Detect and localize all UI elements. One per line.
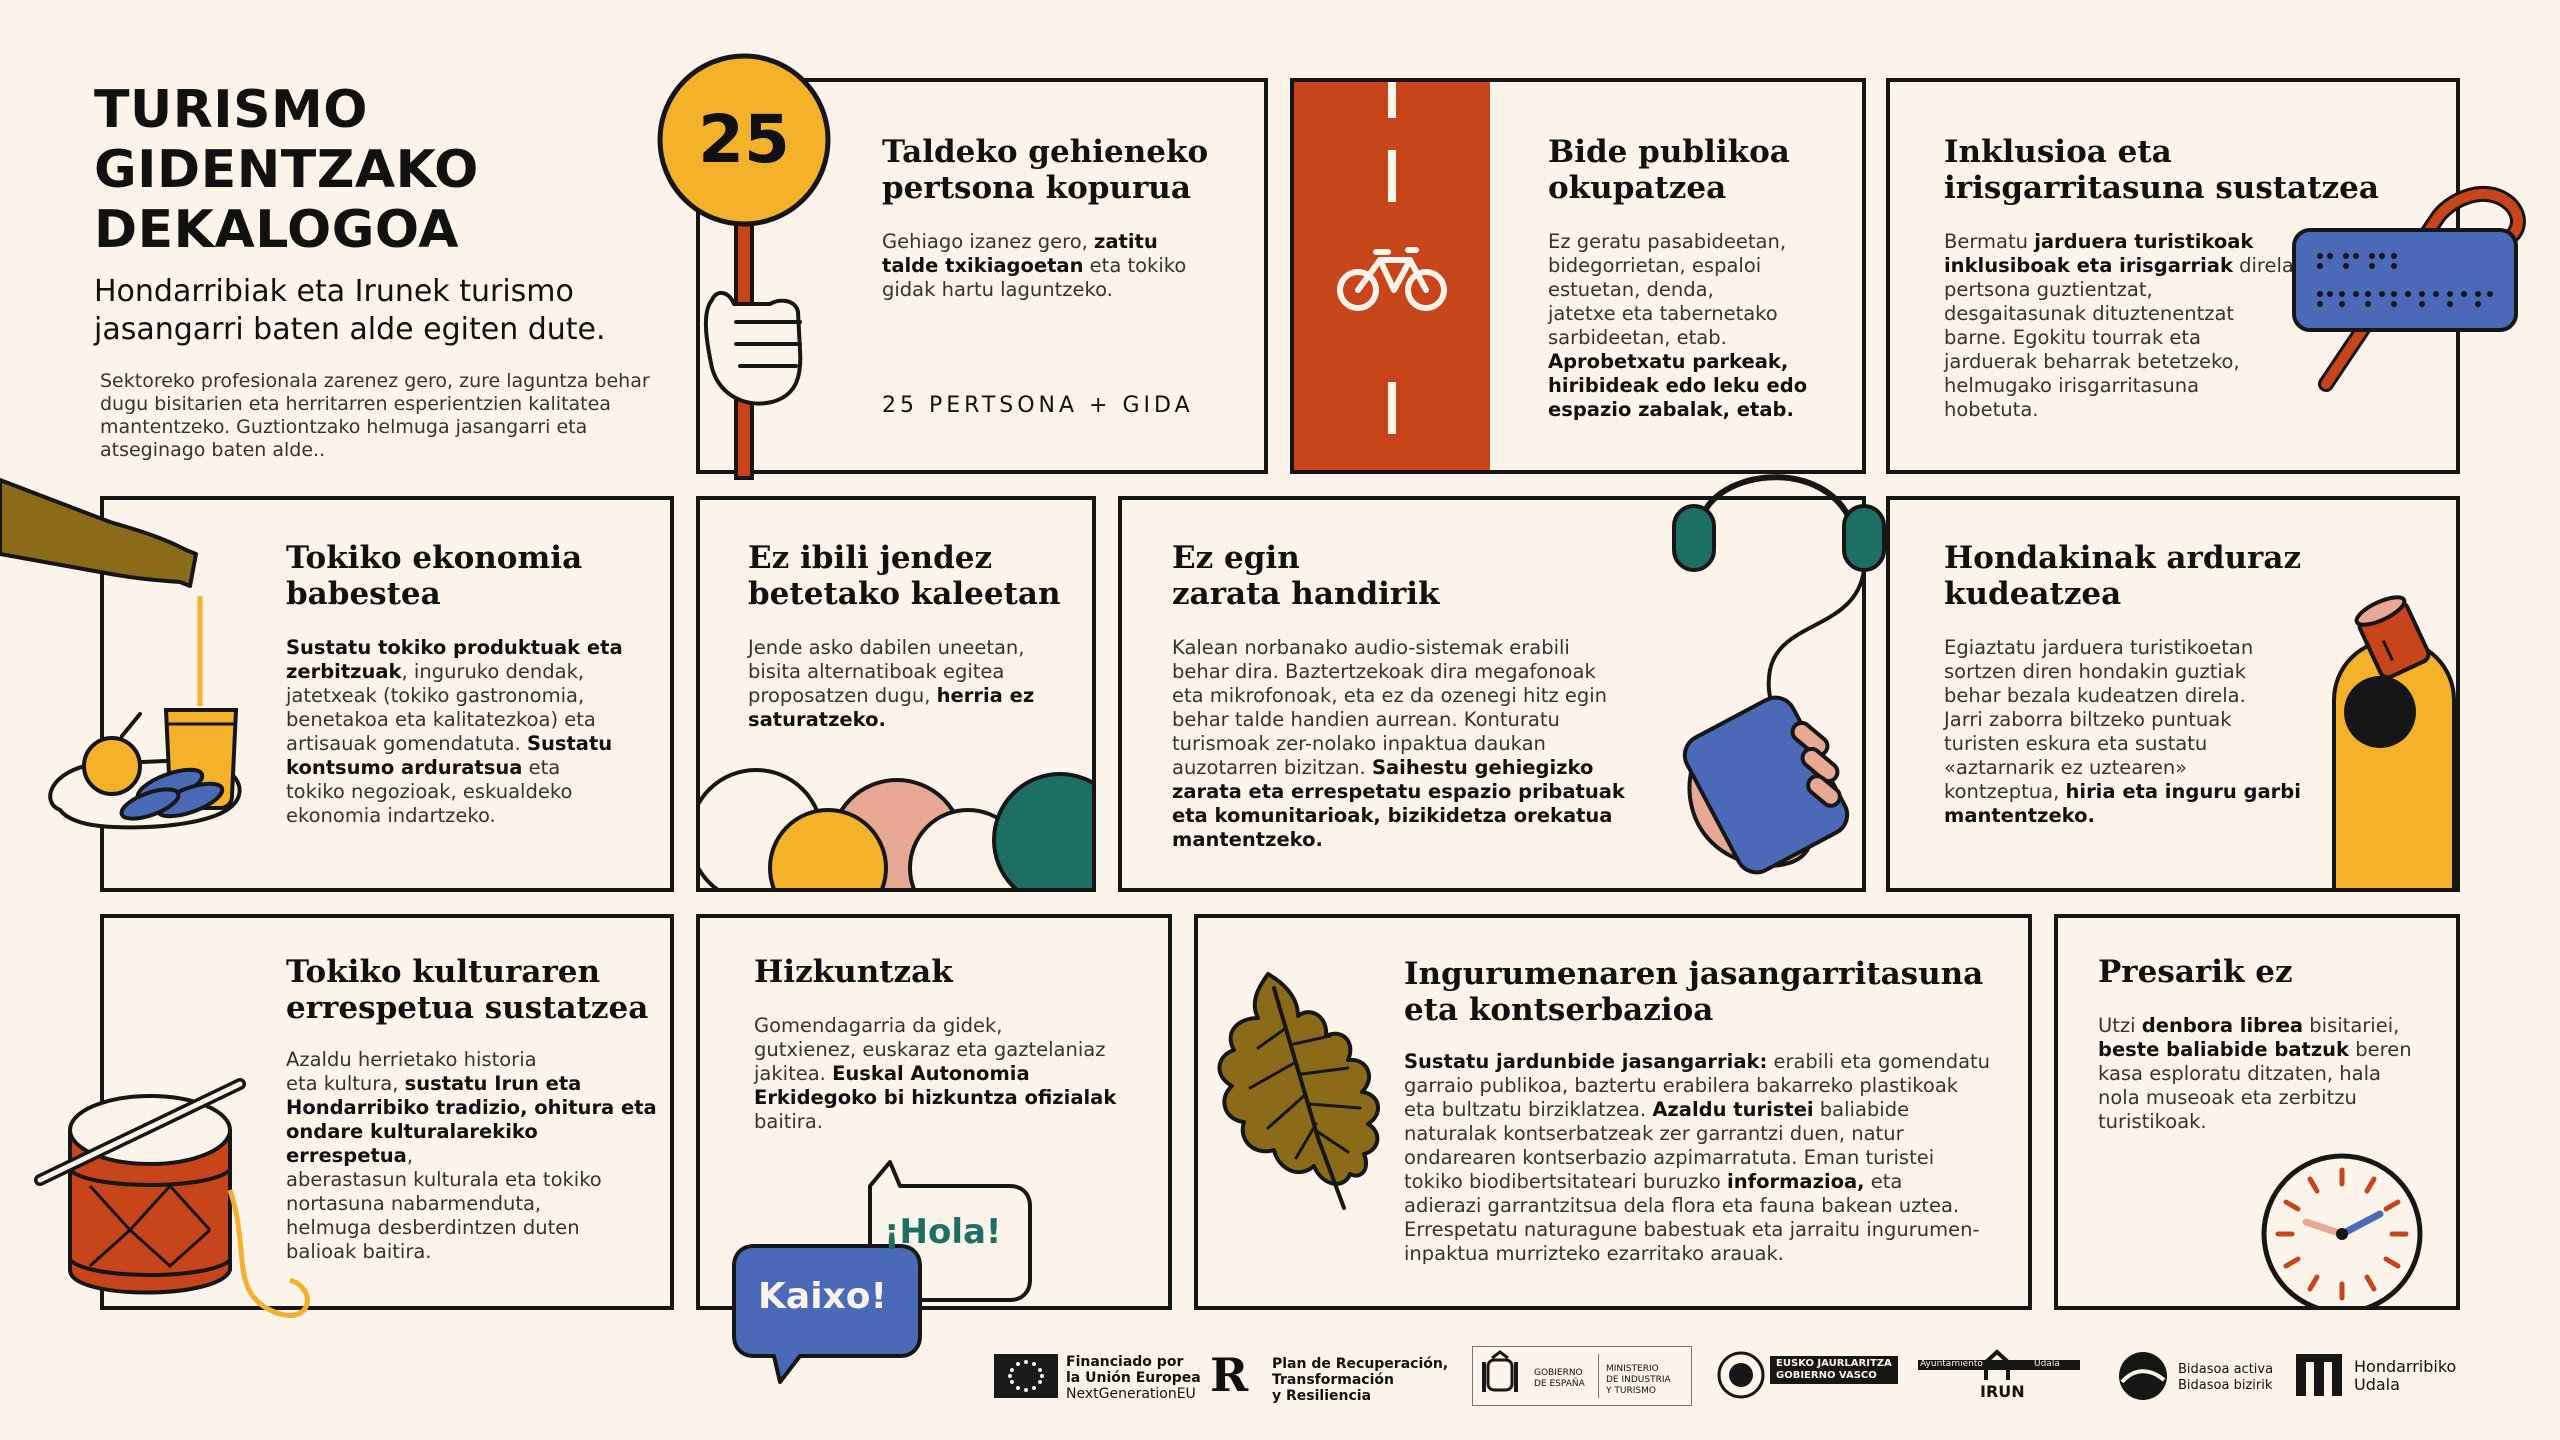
irun-logo-name: IRUN: [1980, 1382, 2025, 1401]
card-text: Bermatu jarduera turistikoak inklusiboak eta irisgarriak direla pertsona guztientzat, desgaitasunak dituztenentzat barne. Egokitu tourrak eta jarduerak beharrak betetzeko, helmugako irisgarritasuna hobetuta.: [1944, 230, 2294, 421]
card-text: Ez geratu pasabideetan, bidegorrietan, espaloi estuetan, denda, jatetxe eta tabernetako sarbideetan, etab. Aprobetxatu parkeak, hiribideak edo leku edo espazio zabalak, etab.: [1548, 230, 1808, 421]
drum-illustration: [30, 1070, 340, 1360]
irun-logo-left: Ayuntamiento: [1920, 1359, 1983, 1369]
card-text: Jende asko dabilen uneetan, bisita alternatiboak egitea proposatzen dugu, herria ez saturatzeko.: [748, 636, 1035, 731]
card-title: Ingurumenaren jasangarritasuna eta kontserbazioa: [1404, 956, 1984, 1028]
card-public-road: [1290, 78, 1866, 474]
card-title: Ez egin zarata handirik: [1172, 540, 1440, 612]
card-text: Sustatu jardunbide jasangarriak: erabili eta gomendatu garraio publikoa, baztertu erabilera bakarreko plastikoak eta bultzatu birziklatzea. Azaldu turistei baliabide naturalak kontserbatzeak zer garrantzi duen, natur ondarearen kontserbazio azpimarratuta. Eman turistei tokiko biodibertsitateari buruzko informazioa, eta adierazi garrantzitsua dela flora eta fauna bakean uztea. Errespetatu naturagune babestuak eta jarraitu ingurumen- inpaktua murrizteko ezarritako arauak.: [1404, 1050, 1991, 1265]
clock-icon: [2058, 918, 2460, 1310]
group-size-sign-number: 25: [698, 101, 790, 178]
basque-government-label: EUSKO JAURLARITZA GOBIERNO VASCO: [1770, 1356, 1898, 1384]
card-text: Azaldu herrietako historia eta kultura, sustatu Irun eta Hondarribiko tradizio, ohitura eta ondare kulturalarekiko errespetua, aberastasun kulturala eta tokiko nortasuna nabarmenduta, helmuga desberdintzen duten balioak baitira.: [286, 1048, 657, 1263]
logo-divider: [1598, 1354, 1599, 1398]
intro-text: Sektoreko profesionala zarenez gero, zure laguntza behar dugu bisitarien eta herritarren esperientzien kalitatea mantentzeko. Guztiontzako helmuga jasangarri eta atseginago baten alde..: [100, 370, 650, 461]
recovery-plan-logo: R: [1210, 1348, 1249, 1402]
card-crowded-streets: [696, 496, 1096, 892]
page-subtitle: Hondarribiak eta Irunek turismo jasangarri baten alde egiten dute.: [94, 274, 606, 347]
eu-funding-label: Financiado por la Unión Europea NextGenerationEU: [1066, 1354, 1201, 1402]
card-title: Ez ibili jendez betetako kaleetan: [748, 540, 1061, 612]
oak-leaf-illustration: [1198, 918, 1398, 1310]
card-waste: [1886, 496, 2460, 892]
spain-government-label: GOBIERNO DE ESPAÑA: [1534, 1368, 1585, 1389]
card-title: Hizkuntzak: [754, 954, 953, 990]
card-title: Tokiko kulturaren errespetua sustatzea: [286, 954, 649, 1026]
hondarribia-label: Hondarribiko Udala: [2354, 1357, 2457, 1394]
card-text: Gehiago izanez gero, zatitu talde txikiagoetan eta tokiko gidak hartu laguntzeko.: [882, 230, 1187, 301]
irun-emblem-icon: [1982, 1350, 2012, 1384]
page-title: TURISMO GIDENTZAKO DEKALOGOA: [94, 80, 479, 260]
headphones-phone-illustration: [1660, 440, 1900, 910]
card-title: Taldeko gehieneko pertsona kopurua: [882, 134, 1209, 206]
bidasoa-activa-label: Bidasoa activa Bidasoa bizirik: [2178, 1362, 2274, 1393]
speech-bubble-spanish: ¡Hola!: [884, 1212, 1002, 1252]
card-title: Tokiko ekonomia babestea: [286, 540, 583, 612]
irun-logo-right: Udala: [2034, 1359, 2060, 1369]
card-title: Presarik ez: [2098, 954, 2293, 990]
card-text: Utzi denbora librea bisitariei, beste baliabide batzuk beren kasa esploratu ditzaten, hala nola museoak eta zerbitzu turistikoak.: [2098, 1014, 2412, 1133]
local-products-illustration: [0, 470, 260, 850]
basque-government-emblem-icon: [1716, 1350, 1766, 1400]
card-title: Bide publikoa okupatzea: [1548, 134, 1790, 206]
card-environment: [1194, 914, 2032, 1310]
card-text: Kalean norbanako audio-sistemak erabili behar dira. Baztertzekoak dira megafonoak eta mikrofonoak, eta ez da ozenegi hitz egin behar talde handien aurrean. Konturatu turismoak zer-nolako inpaktua daukan auzotarren bizitzan. Saihestu gehiegizko zarata eta errespetatu espazio pribatuak eta komunitarioak, bizikidetza orekatua mantentzeko.: [1172, 636, 1625, 851]
bidasoa-activa-logo: [2114, 1350, 2172, 1402]
braille-sign-illustration: [2290, 160, 2530, 400]
crowd-illustration: [700, 500, 1096, 892]
eu-stars-icon: [994, 1354, 1058, 1398]
waste-bin-illustration: [1890, 500, 2460, 892]
ministry-label: MINISTERIO DE INDUSTRIA Y TURISMO: [1606, 1364, 1671, 1396]
recovery-plan-label: Plan de Recuperación, Transformación y Resiliencia: [1272, 1356, 1449, 1404]
hondarribia-logo: [2294, 1350, 2344, 1400]
card-title: Inklusioa eta irisgarritasuna sustatzea: [1944, 134, 2379, 206]
speech-bubble-basque: Kaixo!: [758, 1276, 887, 1317]
bicycle-icon: [1336, 244, 1448, 314]
card-text: Sustatu tokiko produktuak eta zerbitzuak, inguruko dendak, jatetxeak (tokiko gastronomia, benetakoa eta kalitatezkoa) eta artisauak gomendatuta. Sustatu kontsumo arduratsua eta tokiko negozioak, eskualdeko ekonomia indartzeko.: [286, 636, 623, 827]
card-text: Gomendagarria da gidek, gutxienez, euskaraz eta gaztelaniaz jakitea. Euskal Autonomia Erkidegoko bi hizkuntza ofizialak baitira.: [754, 1014, 1117, 1133]
card-text: Egiaztatu jarduera turistikoetan sortzen diren hondakin guztiak behar bezala kudeatzen direla. Jarri zaborra biltzeko puntuak turisten eskura eta sustatu «aztarnarik ez uztearen» kontzeptua, hiria eta inguru garbi mantentzeko.: [1944, 636, 2301, 827]
card-title: Hondakinak arduraz kudeatzea: [1944, 540, 2302, 612]
spain-coat-of-arms-icon: [1480, 1352, 1520, 1400]
card-no-rush: [2054, 914, 2460, 1310]
group-size-footer: 25 PERTSONA + GIDA: [882, 393, 1194, 418]
